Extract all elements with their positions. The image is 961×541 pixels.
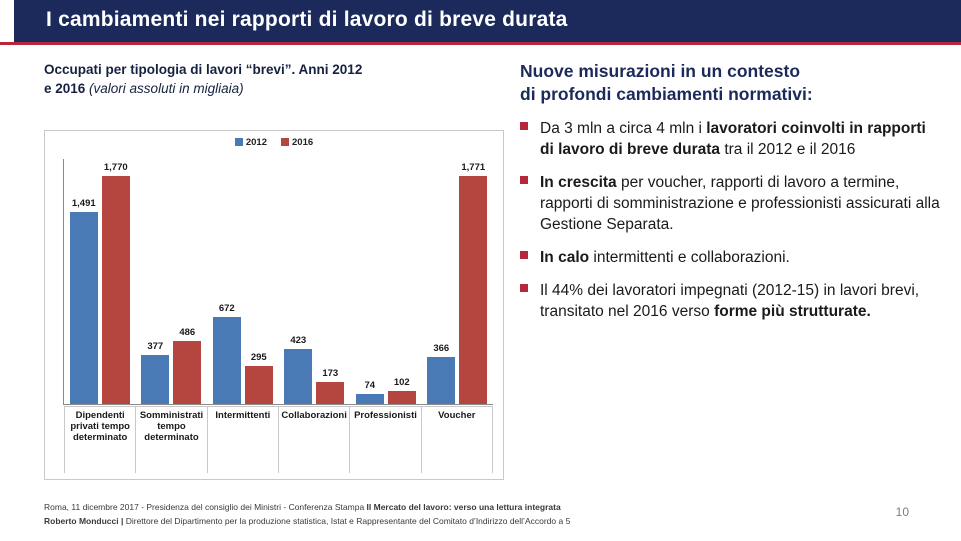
bar-2012 (356, 380, 384, 404)
footer-speaker-role: Direttore del Dipartimento per la produzione statistica, Istat e Rappresentante del Comitato d’Indirizzo dell’Accordo a 5 (125, 516, 571, 526)
bar-value-label: 173 (322, 367, 339, 379)
notes-bullet-list (520, 118, 940, 322)
legend-swatch-icon (235, 138, 243, 146)
chart-caption-block (44, 60, 494, 98)
bar-value-label: 423 (290, 335, 307, 347)
bullet-text-emphasis: In crescita (540, 174, 617, 191)
bar-2016 (459, 161, 487, 404)
bar-group (207, 159, 279, 404)
bar-value-label: 102 (393, 376, 410, 388)
legend-label: 2016 (292, 137, 314, 148)
bar-group (422, 159, 494, 404)
footer-line-1 (44, 501, 854, 513)
x-axis-label: Dipendenti privati tempo determinato (64, 407, 135, 473)
bar-2016 (102, 161, 130, 404)
header-underline (0, 42, 961, 45)
chart-caption-units: (valori assoluti in migliaia) (89, 81, 244, 96)
bar-value-label: 486 (179, 327, 196, 339)
x-axis-label: Professionisti (349, 407, 420, 473)
x-axis-label: Somministrati tempo determinato (135, 407, 206, 473)
x-axis-label: Voucher (421, 407, 493, 473)
notes-panel (520, 60, 940, 334)
bar-value-label: 672 (218, 303, 235, 315)
bar-group (136, 159, 208, 404)
x-axis-line (63, 404, 493, 405)
bullet-text: intermittenti e collaborazioni. (589, 249, 790, 266)
bullet-text-emphasis: In calo (540, 249, 590, 266)
bullet-text: tra il 2012 e il 2016 (720, 141, 856, 158)
notes-title-line1: Nuove misurazioni in un contesto (520, 61, 801, 81)
bar-group (279, 159, 351, 404)
chart-caption (44, 60, 474, 98)
page-title: I cambiamenti nei rapporti di lavoro di breve durata (46, 8, 568, 31)
bullet-text: Il 44% dei lavoratori impegnati (2012-15) in lavori brevi, transitato nel 2016 verso (540, 282, 920, 320)
bullet-marker-icon (520, 284, 528, 292)
bullet-text-emphasis: lavoratori coinvolti in rapporti di lavoro di breve durata (540, 120, 926, 158)
bullet-item (520, 118, 940, 160)
chart-caption-line1: Occupati per tipologia di lavori “brevi”. Anni 2012 (44, 62, 363, 77)
slide-header (0, 0, 961, 42)
bullet-item (520, 247, 940, 268)
notes-title (520, 60, 940, 106)
notes-title-line2: di profondi cambiamenti normativi: (520, 84, 813, 104)
page-number: 10 (895, 505, 909, 519)
bar-group (350, 159, 422, 404)
bullet-item (520, 172, 940, 235)
x-axis-label: Intermittenti (207, 407, 278, 473)
bullet-item (520, 280, 940, 322)
bar-value-label: 74 (364, 380, 376, 392)
bar-2012 (213, 303, 241, 404)
header-accent-block (0, 0, 14, 42)
chart-caption-line2: e 2016 (44, 81, 90, 96)
bullet-marker-icon (520, 122, 528, 130)
bar-value-label: 1,771 (461, 161, 486, 173)
chart-legend (45, 137, 503, 148)
chart-plot-area (63, 159, 493, 405)
bullet-marker-icon (520, 251, 528, 259)
bar-2016 (245, 351, 273, 404)
x-axis-labels (64, 407, 493, 473)
bar-2016 (173, 327, 201, 404)
x-axis-label: Collaborazioni (278, 407, 349, 473)
bar-2016 (316, 367, 344, 404)
bar-2016 (388, 376, 416, 404)
legend-item-2016 (281, 137, 313, 148)
footer-event-title: Il Mercato del lavoro: verso una lettura integrata (366, 502, 561, 512)
footer-speaker: Roberto Monducci | (44, 516, 126, 526)
bar-2012 (141, 341, 169, 404)
bullet-text-emphasis: forme più strutturate. (714, 303, 871, 320)
legend-item-2012 (235, 137, 267, 148)
bullet-text: Da 3 mln a circa 4 mln i (540, 120, 707, 137)
footer (44, 501, 854, 527)
bar-2012 (427, 342, 455, 404)
legend-label: 2012 (245, 137, 267, 148)
legend-swatch-icon (281, 138, 289, 146)
bar-groups (64, 159, 493, 404)
bar-value-label: 295 (250, 351, 267, 363)
bar-2012 (284, 335, 312, 404)
bar-2012 (70, 197, 98, 404)
bar-value-label: 1,491 (71, 197, 96, 209)
bar-value-label: 1,770 (103, 161, 128, 173)
bar-chart (44, 130, 504, 480)
bar-value-label: 377 (147, 341, 164, 353)
bullet-marker-icon (520, 176, 528, 184)
footer-line-2 (44, 515, 854, 527)
bullet-text: per voucher, rapporti di lavoro a termine, rapporti di somministrazione e professionisti assicurati alla Gestione Separata. (540, 174, 940, 233)
footer-event-text: Roma, 11 dicembre 2017 - Presidenza del consiglio dei Ministri - Conferenza Stampa (44, 502, 367, 512)
bar-value-label: 366 (433, 342, 450, 354)
bar-group (64, 159, 136, 404)
